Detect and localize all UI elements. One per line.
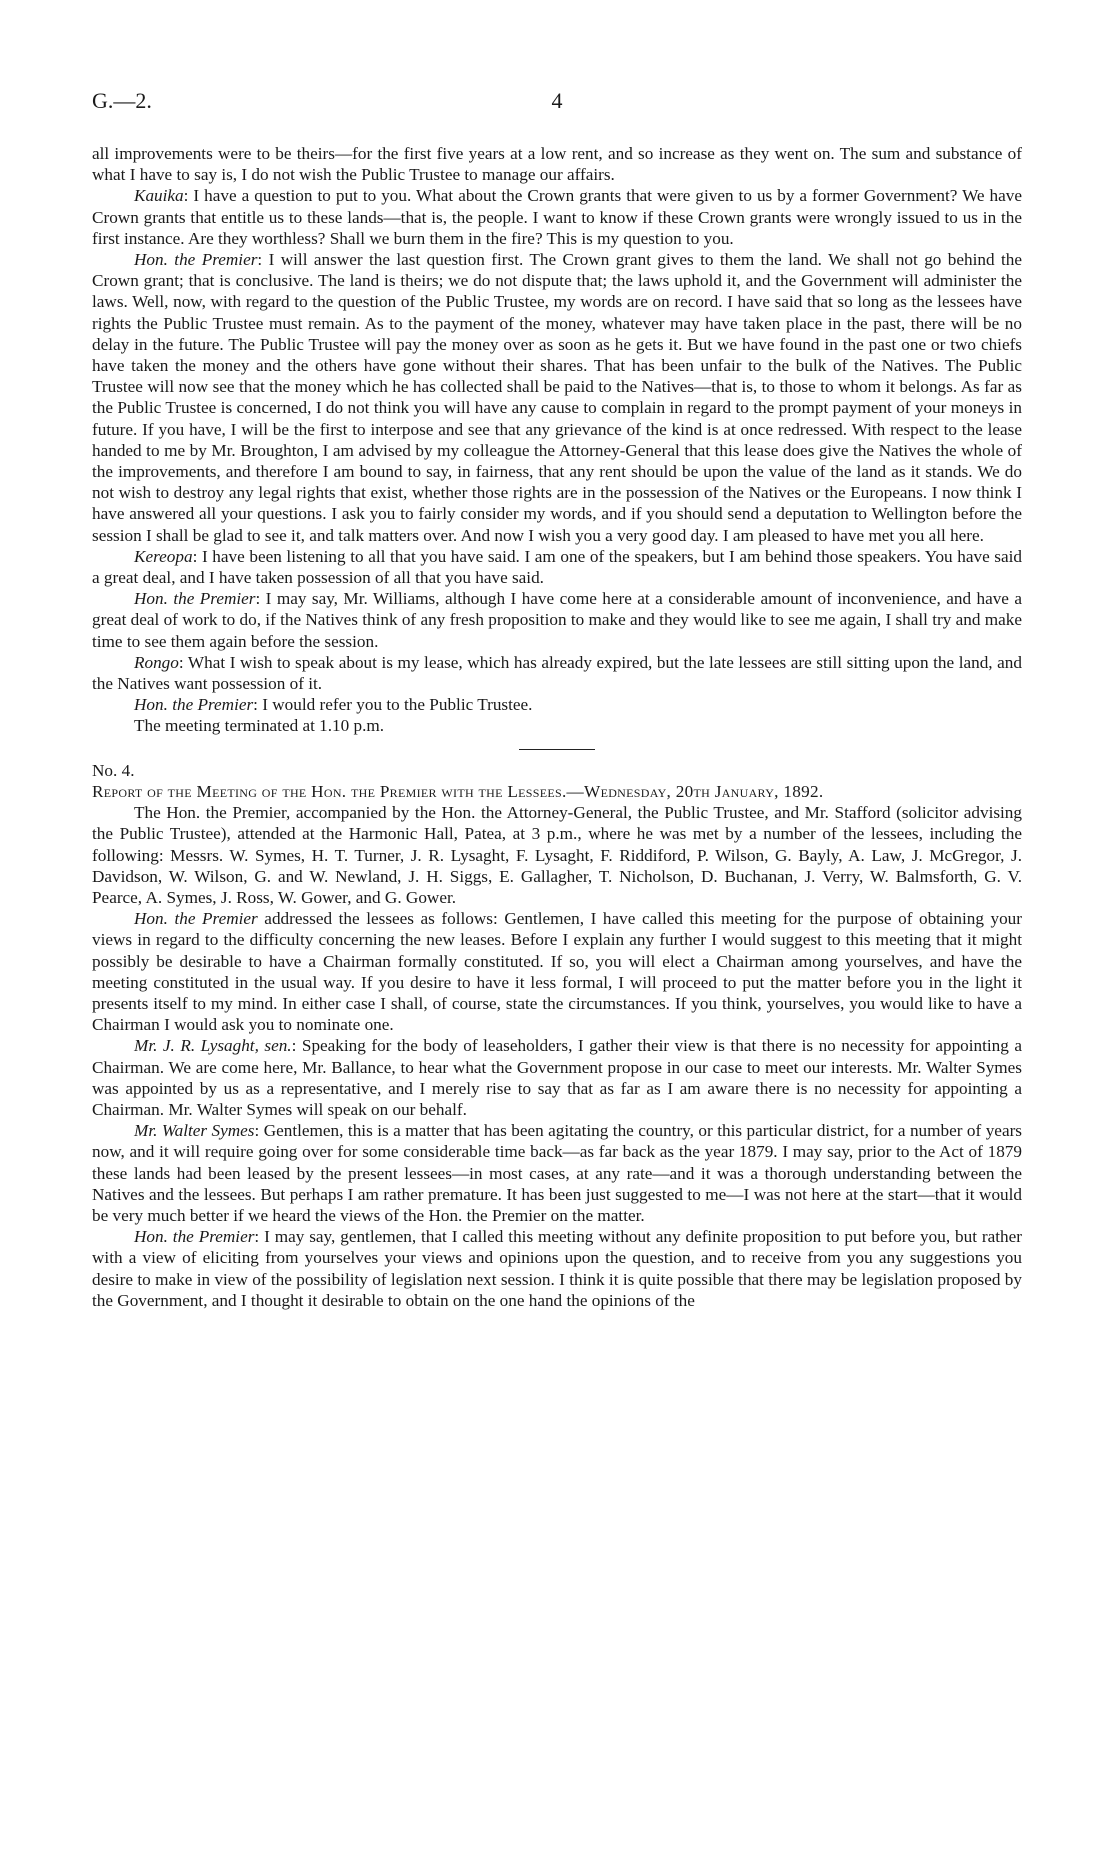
speaker-name: Rongo (134, 652, 179, 672)
paragraph: Kauika: I have a question to put to you. What about the Crown grants that were given to us by a former Government? We have Crown grants that entitle us to these lands—that is, the people. I want to know if these Crown grants were wrongly issued to us in the first instance. Are they worthless? Shall we burn them in the fire? This is my question to you. (92, 186, 1022, 248)
paragraph: The Hon. the Premier, accompanied by the Hon. the Attorney-General, the Public Trustee, and Mr. Stafford (solicitor advising the Public Trustee), attended at the Harmonic Hall, Patea, at 3 p.m., where he was met by a number of the lessees, including the following: Messrs. W. Symes, H. T. Turner, J. R. Lysaght, F. Lysaght, F. Riddiford, P. Wilson, G. Bayly, A. Law, J. McGregor, J. Davidson, W. Wilson, G. and W. Newland, J. H. Siggs, E. Gallagher, T. Nicholson, D. Buchanan, J. Verry, W. Balmsforth, G. V. Pearce, A. Symes, J. Ross, W. Gower, and G. Gower. (92, 803, 1022, 907)
paragraph: all improvements were to be theirs—for the first five years at a low rent, and so increase as they went on. The sum and substance of what I have to say is, I do not wish the Public Trustee to manage our affairs. (92, 144, 1022, 185)
paragraph: Hon. the Premier: I will answer the last question first. The Crown grant gives to them the land. We shall not go behind the Crown grant; that is conclusive. The land is theirs; we do not dispute that; the laws uphold it, and the Government will administer the laws. Well, now, with regard to the question of the Public Trustee, my words are on record. I have said that so long as the lessees have rights the Public Trustee must remain. As to the payment of the money, whatever may have taken place in the past, there will be no delay in the future. The Public Trustee will pay the money over as soon as he gets it. But we have found in the past one or two chiefs have taken the money and the others have gone without their shares. That has been unfair to the bulk of the Natives. The Public Trustee will now see that the money which he has collected shall be paid to the Natives—that is, to those to whom it belongs. As far as the Public Trustee is concerned, I do not think you will have any cause to complain in regard to the prompt payment of your moneys in future. If you have, I will be the first to interpose and see that any grievance of the kind is at once redressed. With respect to the lease handed to me by Mr. Broughton, I am advised by my colleague the Attorney-General that this lease does give the Natives the whole of the improvements, and therefore I am bound to say, in fairness, that any rent should be upon the value of the land as it stands. We do not wish to destroy any legal rights that exist, whether those rights are in the possession of the Natives or the Europeans. I now think I have answered all your questions. I ask you to fairly consider my words, and if you should send a deputation to Wellington before the session I shall be glad to see it, and talk matters over. And now I wish you a very good day. I am pleased to have met you all here. (92, 250, 1022, 545)
speaker-name: Hon. the Premier (134, 1227, 255, 1247)
speaker-name: Hon. the Premier (134, 695, 254, 715)
paragraph: Mr. Walter Symes: Gentlemen, this is a matter that has been agitating the country, or this particular district, for a number of years now, and it will require going over for some considerable time back—as far back as the year 1879. I may say, prior to the Act of 1879 these lands had been leased by the present lessees—in most cases, at any rate—and it was a thorough understanding between the Natives and the lessees. But perhaps I am rather premature. It has been just suggested to me—I was not here at the start—that it would be very much better if we heard the views of the Hon. the Premier on the matter. (92, 1121, 1022, 1225)
page-number: 4 (551, 88, 563, 113)
paragraph: Mr. J. R. Lysaght, sen.: Speaking for the body of leaseholders, I gather their view is that there is no necessity for appointing a Chairman. We are come here, Mr. Ballance, to hear what the Government propose in our case to meet our interests. Mr. Walter Symes was appointed by us as a representative, and I merely rise to say that as far as I am aware there is no necessity for appointing a Chairman. Mr. Walter Symes will speak on our behalf. (92, 1036, 1023, 1119)
speaker-name: Kauika (134, 186, 184, 206)
page-header (92, 88, 1022, 120)
speaker-name: Mr. Walter Symes (134, 1121, 255, 1141)
speaker-name: Hon. the Premier (134, 909, 258, 929)
page-body (92, 143, 1022, 1311)
section-divider (519, 749, 595, 750)
section-title: Report of the Meeting of the Hon. the Premier with the Lessees.—Wednesday, 20th January, 1892. (92, 781, 824, 801)
paragraph: Hon. the Premier: I may say, Mr. Williams, although I have come here at a considerable amount of inconvenience, and have a great deal of work to do, if the Natives think of any fresh proposition to make and they would like to see me again, I shall try and make time to see them again before the session. (92, 589, 1023, 651)
speaker-name: Kereopa (134, 546, 193, 566)
paragraph: Rongo: What I wish to speak about is my lease, which has already expired, but the late lessees are still sitting upon the land, and the Natives want possession of it. (92, 652, 1022, 694)
paragraph: Hon. the Premier: I would refer you to the Public Trustee. (134, 695, 533, 715)
speaker-name: Hon. the Premier (134, 250, 258, 270)
paragraph: Hon. the Premier: I may say, gentlemen, that I called this meeting without any definite proposition to put before you, but rather with a view of eliciting from yourselves your views and opinions upon the question, and to receive from you any suggestions you desire to make in view of the possibility of legislation next session. I think it is quite possible that there may be legislation proposed by the Government, and I thought it desirable to obtain on the one hand the opinions of the (92, 1227, 1022, 1310)
paragraph: Kereopa: I have been listening to all that you have said. I am one of the speakers, but I am behind those speakers. You have said a great deal, and I have taken possession of all that you have said. (92, 546, 1022, 588)
section-number: No. 4. (92, 760, 135, 780)
paragraph: Hon. the Premier addressed the lessees as follows: Gentlemen, I have called this meeting for the purpose of obtaining your views in regard to the difficulty concerning the new leases. Before I explain any further I would suggest to this meeting that it might possibly be desirable to have a Chairman formally constituted. If so, you will elect a Chairman among yourselves, and have the meeting constituted in the usual way. If you desire to have it less formal, I will proceed to put the matter before you in the light it presents itself to my mind. In either case I shall, of course, state the circumstances. If you think, yourselves, you would like to have a Chairman I would ask you to nominate one. (92, 909, 1022, 1035)
document-reference: G.—2. (92, 88, 152, 113)
speaker-name: Hon. the Premier (134, 589, 256, 609)
speaker-name: Mr. J. R. Lysaght, sen. (134, 1036, 292, 1056)
paragraph: The meeting terminated at 1.10 p.m. (134, 716, 385, 736)
